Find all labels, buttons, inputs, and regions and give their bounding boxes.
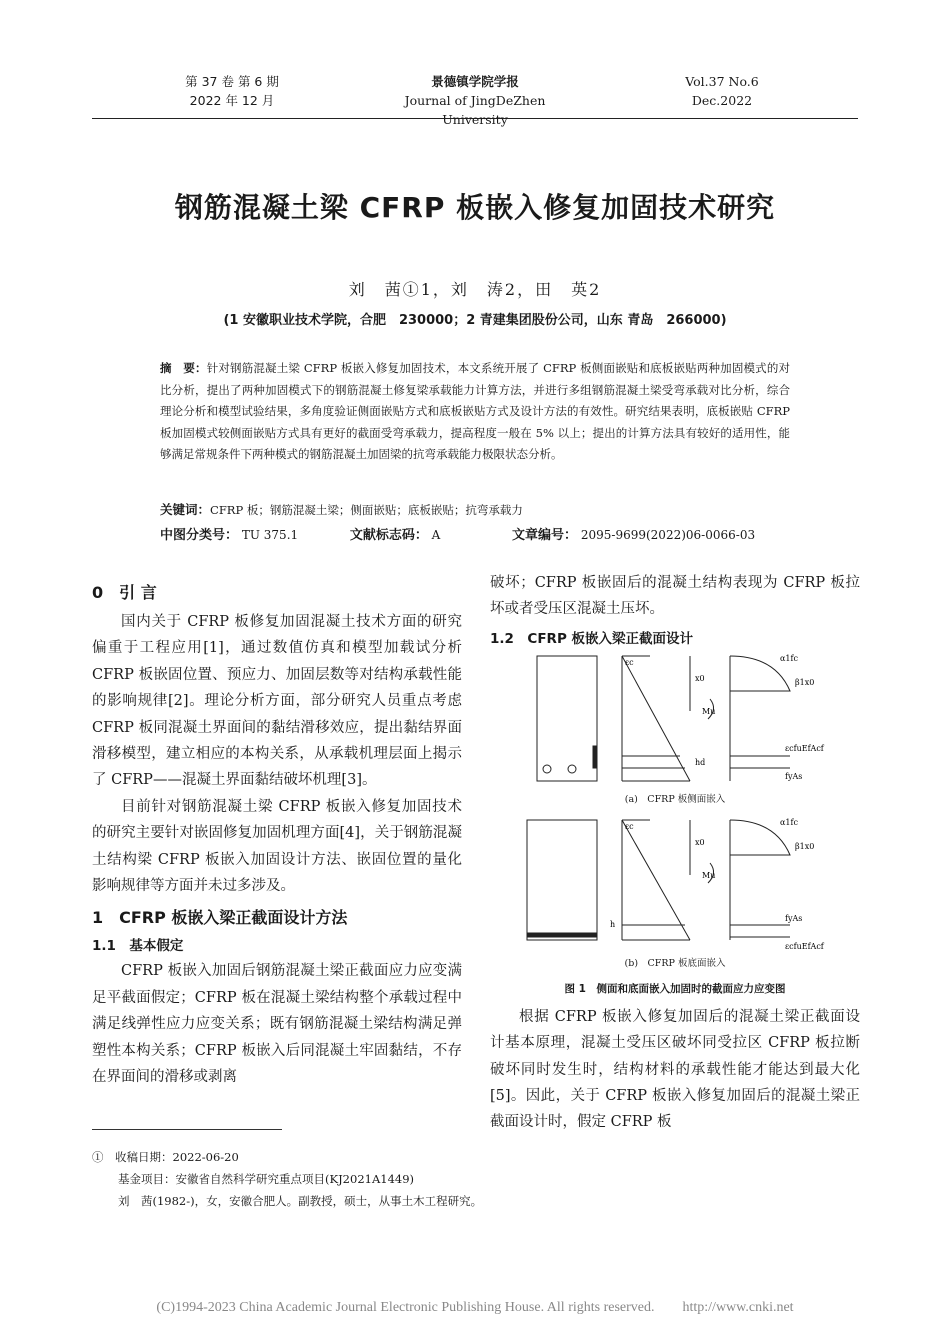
cfrp-plate-bottom-b: [527, 933, 597, 937]
header-journal: [375, 72, 575, 129]
figure-1b-diagram: [490, 815, 860, 955]
design-paragraph: 根据 CFRP 板嵌入修复加固后的混凝土梁正截面设计基本原理，混凝土受压区破坏同受拉区 CFRP 板拉断破坏同时发生时，结构材料的承载性能才能达到最大化[5]。因此，关于 CFRP 板嵌入修复加固后的混凝土梁正截面设计时，假定 CFRP 板: [490, 1008, 860, 1131]
figure-1a-diagram: [490, 651, 860, 791]
footnotes: [92, 1146, 792, 1212]
intro-paragraph-1: 国内关于 CFRP 板修复加固混凝土技术方面的研究偏重于工程应用[1]，通过数值仿真和模型加载试分析 CFRP 板嵌固位置、预应力、加固层数等对结构承载性能的影响规律[2]。理论分析方面，部分研究人员重点考虑 CFRP 板同混凝土界面间的黏结滑移效应，提出黏结界面滑移模型，建立相应的本构关系，从承载机理层面上揭示了 CFRP——混凝土界面黏结破坏机理[3]。: [92, 614, 462, 789]
label-beta-x0-b: β1x0: [795, 841, 815, 851]
label-fyas-a: fyAs: [785, 771, 803, 781]
label-alpha-fc-a: α1fc: [780, 653, 798, 663]
header-date-en: Dec.2022: [691, 93, 753, 108]
keywords-text: CFRP 板；钢筋混凝土梁；侧面嵌贴；底板嵌贴；抗弯承载力: [210, 503, 523, 517]
figure-1b-caption: (b) CFRP 板底面嵌入: [624, 957, 726, 969]
label-beta-x0-a: β1x0: [795, 677, 815, 687]
clc-label: 中图分类号: [160, 528, 226, 543]
footnote-author-bio: 刘 茜(1982-)，女，安徽合肥人。副教授，硕士，从事土木工程研究。: [118, 1194, 483, 1208]
header-volume-issue: 第 37 卷 第 6 期: [185, 74, 279, 89]
article-no-label: 文章编号: [512, 528, 565, 543]
abstract-label: 摘 要: [160, 361, 196, 375]
label-x0-a: x0: [695, 673, 705, 683]
figure-1-caption: 图 1 侧面和底面嵌入加固时的截面应力应变图: [564, 982, 786, 995]
label-cfrp-force-a: εcfuEfAcf: [785, 743, 824, 753]
paper-title: 钢筋混凝土梁 CFRP 板嵌入修复加固技术研究: [174, 191, 776, 224]
abstract-text: 针对钢筋混凝土梁 CFRP 板嵌入修复加固技术，本文系统开展了 CFRP 板侧面嵌贴和底板嵌贴两种加固模式的对比分析，提出了两种加固模式下的钢筋混凝土修复梁承载能力计算方法，并进行多组钢筋混凝土梁受弯承载对比分析，综合理论分析和模型试验结果，多角度验证侧面嵌贴方式和底板嵌贴方式及设计方法的有效性。研究结果表明，底板嵌贴 CFRP 板加固模式较侧面嵌贴方式具有更好的截面受弯承载力，提高程度一般在 5% 以上；提出的计算方法具有较好的适用性，能够满足常规条件下两种模式的钢筋混凝土加固梁的抗弯承载能力极限状态分析。: [160, 361, 791, 462]
right-column: [490, 570, 860, 1136]
left-column: [92, 580, 462, 1091]
footnote-divider: [92, 1129, 282, 1130]
strain-line-b: [622, 820, 690, 940]
cnki-copyright: (C)1994-2023 China Academic Journal Electronic Publishing House. All rights reserved. http://www.cnki.net: [156, 1300, 794, 1315]
section-1-1-heading: 1.1 基本假定: [92, 938, 184, 955]
doc-code-value: A: [431, 528, 441, 542]
label-cfrp-force-b: εcfuEfAcf: [785, 941, 824, 951]
continued-paragraph: 破坏；CFRP 板嵌固后的混凝土结构表现为 CFRP 板拉坏或者受压区混凝土压坏。: [490, 575, 860, 618]
label-alpha-fc-b: α1fc: [780, 817, 798, 827]
footnote-funding: 基金项目：安徽省自然科学研究重点项目(KJ2021A1449): [118, 1172, 415, 1186]
beam-section-a: [537, 656, 597, 781]
author-list: 刘 茜①1，刘 涛2，田 英2: [348, 280, 602, 299]
footnote-received: ① 收稿日期：2022-06-20: [92, 1150, 239, 1164]
label-hd-a: hd: [695, 757, 706, 767]
clc-value: TU 375.1: [241, 528, 299, 542]
rebar-right-a: [568, 765, 576, 773]
author-affiliation: (1 安徽职业技术学院，合肥 230000；2 青建集团股份公司，山东 青岛 266000): [223, 313, 727, 328]
header-vol-no: Vol.37 No.6: [685, 74, 759, 89]
header-journal-en: Journal of JingDeZhen University: [404, 93, 546, 127]
cfrp-plate-side-a: [593, 746, 597, 768]
beam-section-b: [527, 820, 597, 940]
header-journal-cn: 景德镇学院学报: [431, 74, 519, 89]
running-header: [92, 72, 858, 127]
label-x0-b: x0: [695, 837, 705, 847]
keywords-label: 关键词: [160, 502, 198, 517]
section-0-heading: 0 引 言: [92, 583, 157, 602]
label-h-b: h: [610, 919, 616, 929]
keywords: 关键词：CFRP 板；钢筋混凝土梁；侧面嵌贴；底板嵌贴；抗弯承载力: [160, 502, 523, 517]
assumption-paragraph: CFRP 板嵌入加固后钢筋混凝土梁正截面应力应变满足平截面假定；CFRP 板在混凝土梁结构整个承载过程中满足线弹性应力应变关系；既有钢筋混凝土梁结构满足弹塑性本构关系；CFRP 板嵌入后同混凝土牢固黏结，不存在界面间的滑移或剥离: [92, 963, 462, 1086]
label-eps-c-a: εc: [625, 657, 634, 667]
section-1-2-heading: 1.2 CFRP 板嵌入梁正截面设计: [490, 630, 694, 647]
header-volume: [162, 72, 302, 110]
intro-paragraph-2: 目前针对钢筋混凝土梁 CFRP 板嵌入修复加固技术的研究主要针对嵌固修复加固机理方面[4]，关于钢筋混凝土结构梁 CFRP 板嵌入加固设计方法、嵌固位置的量化影响规律等方面并未过多涉及。: [92, 798, 462, 895]
label-fyas-b: fyAs: [785, 913, 803, 923]
doc-code-label: 文献标志码: [349, 528, 415, 543]
rebar-left-a: [543, 765, 551, 773]
strain-line-a: [622, 656, 690, 781]
section-1-heading: 1 CFRP 板嵌入梁正截面设计方法: [92, 908, 348, 928]
abstract: 摘 要：针对钢筋混凝土梁 CFRP 板嵌入修复加固技术，本文系统开展了 CFRP 板侧面嵌贴和底板嵌贴两种加固模式的对比分析，提出了两种加固模式下的钢筋混凝土修复梁承载能力计算方法，并进行多组钢筋混凝土梁受弯承载对比分析，综合理论分析和模型试验结果，多角度验证侧面嵌贴方式和底板嵌贴方式及设计方法的有效性。研究结果表明，底板嵌贴 CFRP 板加固模式较侧面嵌贴方式具有更好的截面受弯承载力，提高程度一般在 5% 以上；提出的计算方法具有较好的适用性，能够满足常规条件下两种模式的钢筋混凝土加固梁的抗弯承载能力极限状态分析。: [160, 361, 791, 462]
label-mu-b: Mu: [702, 870, 716, 880]
header-volume-en: [657, 72, 787, 110]
figure-1a-caption: (a) CFRP 板侧面嵌入: [624, 793, 726, 805]
label-eps-c-b: εc: [625, 821, 634, 831]
article-no-value: 2095-9699(2022)06-0066-03: [580, 528, 756, 542]
header-date-cn: 2022 年 12 月: [189, 93, 275, 108]
label-mu-a: Mu: [702, 706, 716, 716]
classification-line: 中图分类号： TU 375.1 文献标志码： A 文章编号： 2095-9699(2022)06-0066-03: [160, 528, 756, 543]
